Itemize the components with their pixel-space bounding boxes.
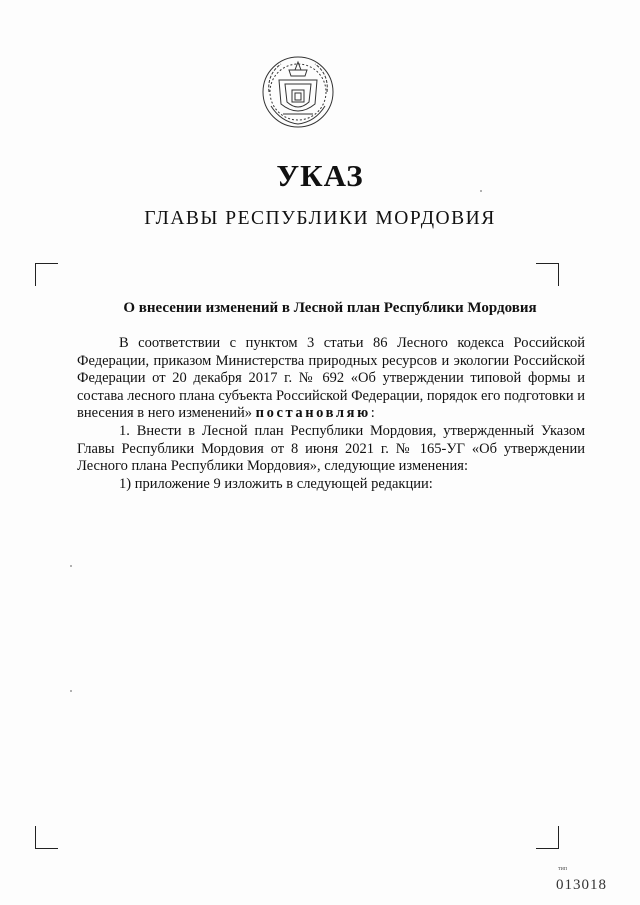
scan-speck [70,690,72,692]
decree-body [77,335,585,493]
corner-mark-top-right [536,263,559,286]
paragraph-preamble [77,335,585,423]
scan-mark: тип [558,866,568,872]
document-subtitle: ГЛАВЫ РЕСПУБЛИКИ МОРДОВИЯ [144,208,496,229]
scan-speck [70,565,72,567]
coat-of-arms-emblem [259,52,337,130]
document-title: УКАЗ [276,158,364,193]
paragraph-item-1: 1. Внести в Лесной план Республики Мордовия, утвержденный Указом Главы Республики Мордовия от 8 июня 2021 г. № 165-УГ «Об утверждении Лесного плана Республики Мордовия», следующие изменения: [77,422,585,475]
scan-speck [480,190,482,192]
preamble-text: В соответствии с пунктом 3 статьи 86 Лесного кодекса Российской Федерации, приказом Министерства природных ресурсов и экологии Российской Федерации от 20 декабря 2017 г. № 692 «Об утверждении типовой формы и состава лесного плана субъекта Российской Федерации, порядок его подготовки и внесения в него изменений» [77,335,586,422]
paragraph-subitem-1: 1) приложение 9 изложить в следующей редакции: [119,475,433,492]
preamble-emphasis: постановляю [255,405,371,422]
corner-mark-top-left [35,263,58,286]
preamble-end: : [370,405,375,422]
decree-title: О внесении изменений в Лесной план Республики Мордовия [123,300,537,316]
corner-mark-bottom-left [35,826,58,849]
corner-mark-bottom-right [536,826,559,849]
document-serial-number: 013018 [556,877,607,893]
